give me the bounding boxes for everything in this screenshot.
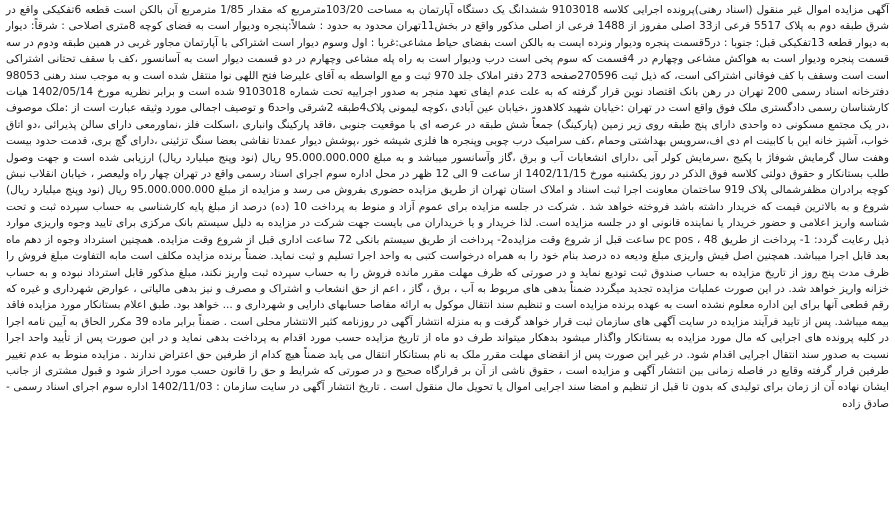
- notice-body-text: آگهی مزایده اموال غیر منقول (اسناد رهنی)پرونده اجرایی کلاسه 9103018 ششدانگ یک دستگاه آپارتمان به مساحت 103/20مترمربع که مقدار 1/85 مترمربع آن بالکن است قطعه 6تفکیکی واقع در شرق طبقه دوم به پلاک 5517 فرعی از33 اصلی مفروز از 1488 فرعی از اصلی مذکور واقع در بخش11تهران محدود به حدود : شمالاً:پنجره ودیوار است به فضای کوچه 8متری اصلاحی : شرقاً: دیوار به دیوار قطعه 13تفکیکی قبل: جنوبا : در5قسمت پنجره ودیوار ونرده ایست به بالکن است بفضای حیاط مشاعی:غربا : اول وسوم دیوار است اشتراکی با آپارتمان مجاور غربی در همین طبقه ودوم در سه قسمت پنجره ودیوار است به هواکش مشاعی وچهارم در 4قسمت که سوم پخی است درب ودیوار است به راه پله مشاعی وچهارم در دو قسمت دیوار است به آسانسور ،کف با سقف تحتانی اشتراکی است است وسقف با کف فوقانی اشتراکی است، که ذیل ثبت 270596صفحه 273 دفتر املاک جلد 970 ثبت و مع الواسطه به آقای علیرضا فتح اللهی نوا منتقل شده است و به موجب سند رهنی 98053 دفترخانه اسناد رسمی 200 تهران در رهن بانک اقتصاد نوین قرار گرفته که به علت عدم ایفای تعهد منجر به صدور اجراییه تحت شماره 9103018 شده است و برابر نظریه مورخ 1402/05/14 هیات کارشناسان رسمی دادگستری ملک فوق واقع است در تهران :خیابان شهید کلاهدوز ،خیابان عین آبادی ،کوچه لیمونی پلاک4طبقه 2شرقی واحد6 و توصیف اجمالی مورد وثیقه عبارت است از :ملک موصوف ،در یک مجتمع مسکونی ده واحدی دارای پنج طبقه روی زیر زمین (پارکینگ) جمعاً شش طبقه در عرصه ای با موقعیت جنوبی ،فاقد پارکینگ وانباری ،اسکلت فلز ،نماورمعی دارای سالن پذیرائی ،دو اتاق خواب، آشپز خانه این با کابینت ام دی اف،سرویس بهداشتی وحمام ،کف سرامیک درب چوبی وپنجره ها فلزی شیشه خور ،پوشش دیوار عمدتا نقاشی بعضا سنگ تزئینی ،دارای گچ بری، قدمت حدود بیست وهفت سال گرمایش شوفاژ با پکیج ،سرمایش کولر آبی ،دارای انشعابات آب و برق ،گاز وآسانسور میباشد و به مبلغ 95.000.000.000 ریال (نود وپنج میلیارد ریال) ارزیابی شده است و جهت وصول طلب بستانکار و حقوق دولتی کلاسه فوق الذکر در روز یکشنبه مورخ 1402/11/15 از ساعت 9 الی 12 ظهر در محل اداره سوم اجرای اسناد رسمی واقع در تهران چهار راه ولیعصر ، خیابان انقلاب نبش کوچه برادران مظفرشمالی پلاک 919 ساختمان معاونت اجرا ثبت اسناد و املاک استان تهران از طریق مزایده حضوری بفروش می رسد و مزایده از مبلغ 95.000.000.000 ریال (نود وپنج میلیارد ریال) شروع و به بالاترین قیمت که خریدار داشته باشد فروخته خواهد شد . شرکت در جلسه مزایده برای عموم آزاد و منوط به پرداخت 10 (ده) درصد از مبلغ پایه کارشناسی به حساب سپرده ثبت و تحت شناسه واریز اعلامی و حضور خریدار یا نماینده قانونی او در جلسه مزایده است. لذا خریدار و یا خریداران می بایست جهت شرکت در مزایده به دلیل سیستم بانک مرکزی برای تایید وجوه واریزی موارد ذیل رعایت گردد: 1- پرداخت از طریق pc pos ، 48 ساعت قبل از شروع وقت مزایده2- پرداخت از طریق سیستم بانکی 72 ساعت اداری قبل از شروع وقت مزایده. همچنین استرداد وجوه از دهم ماه بعد قابل اجرا میباشد. همچنین اصل فیش واریزی مبلغ ودیعه ده درصد بنام خود را به همراه درخواست کتبی به واحد اجرا تسلیم و ثبت نماید. ضمناً برنده مزایده مکلف است مابه التفاوت مبلغ فروش را ظرف مدت پنج روز از تاریخ مزایده به حساب صندوق ثبت تودیع نماید و در صورتی که ظرف مهلت مقرر مانده فروش را به حساب سپرده ثبت واریز نکند، مبلغ مذکور قابل استرداد نبوده و به حساب خزانه واریز خواهد شد. در این صورت عملیات مزایده تجدید میگردد ضمناً بدهی های مربوط به آب ، برق ، گاز ، اعم از حق انشعاب و اشتراک و مصرف و نیز بدهی مالیاتی ، عوارض شهرداری و غیره که رقم قطعی آنها برای این اداره معلوم نشده است به عهده برنده مزایده است و تنظیم سند انتقال موکول به ارائه مفاصا حسابهای دارایی و شهرداری و ... خواهد بود. طبق اعلام بستانکار مورد مزایده فاقد بیمه میباشد. پس از تایید فرآیند مزایده در سایت آگهی های سازمان ثبت قرار خواهد گرفت و به منزله انتشار آگهی در روزنامه کثیر الانتشار محلی است . ضمناً برابر ماده 39 مکرر الحاق به آیین نامه اجرا در کلیه پرونده های اجرایی که مال مورد مزایده به بستانکار واگذار میشود بدهکار میتواند طرف دو ماه از تاریخ مزایده حسب مورد اقدام به پرداخت بدهی نماید و در این صورت پس از تأیید واحد اجرا نسبت به صدور سند انتقال اجرایی اقدام شود. در غیر این صورت پس از انقضای مهلت مقرر ملک به نام بستانکار انتقال می یابد ضمناً هیچ کدام از طرفین حق اعتراض ندارند . مزایده منوط به عدم تغییر طرفین قرار گرفته وقایع در فاصله زمانی بین انتشار آگهی و مزایده است ، حقوق ناشی از آن بر قرارگاه صحیح و در صورتی که شرایط و حق را قانون حسب مورد احراز شود و قبول مشتری از جانب ایشان نهاده آن از زمان برای تولیدی که بدون تا قبل از تنظیم و امضا سند اجرایی اموال یا تحویل مال منقول است . تاریخ انتشار آگهی در سایت سازمان : 1402/11/03 اداره سوم اجرای اسناد رسمی - صادق زاده: [6, 4, 890, 410]
